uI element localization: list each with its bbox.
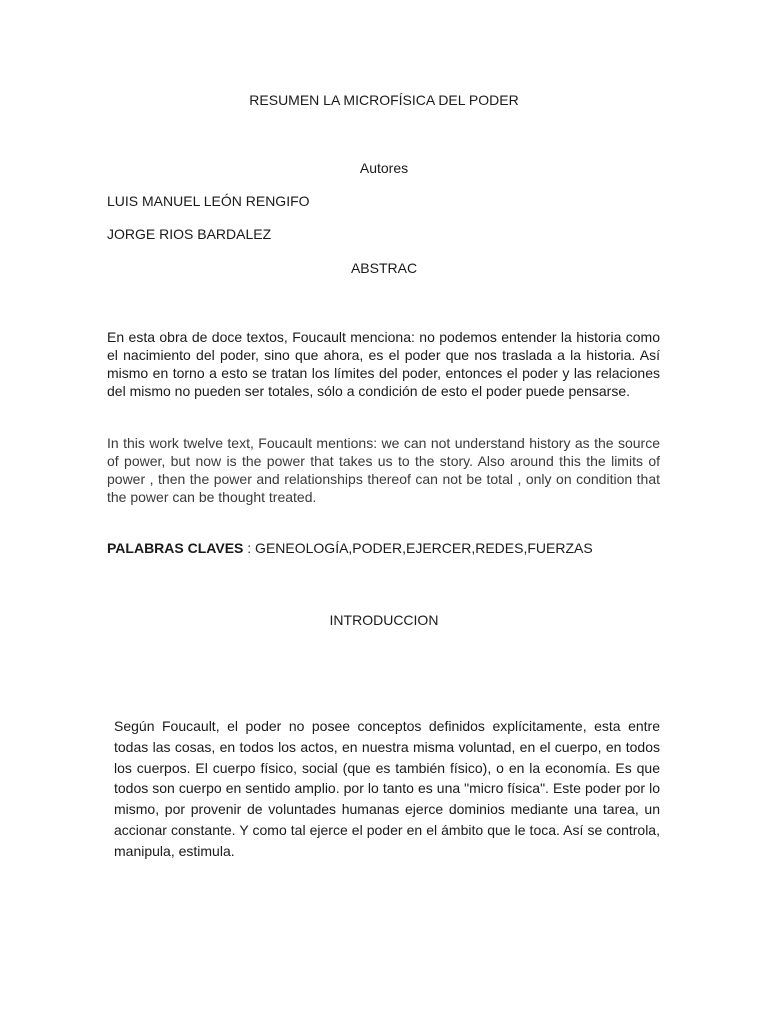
keywords-label: PALABRAS CLAVES: [107, 540, 244, 556]
author-name: JORGE RIOS BARDALEZ: [107, 226, 272, 242]
introduction-paragraph: Según Foucault, el poder no posee conceptos definidos explícitamente, esta entre todas las cosas, en todos los actos, en nuestra misma voluntad, en el cuerpo, en todos los cuerpos. El cuerpo físico, social (que es también físico), o en la economía. Es que todos son cuerpo en sentido amplio. por lo tanto es una "micro física". Este poder por lo mismo, por provenir de voluntades humanas ejerce dominios mediante una tarea, un accionar constante. Y como tal ejerce el poder en el ámbito que le toca. Así se controla, manipula, estimula.: [114, 718, 660, 859]
keywords-line: [107, 539, 660, 557]
abstract-heading: ABSTRAC: [350, 260, 418, 276]
abstract-spanish-paragraph: En esta obra de doce textos, Foucault menciona: no podemos entender la historia como el nacimiento del poder, sino que ahora, es el poder que nos traslada a la historia. Así mismo en torno a esto se tratan los límites del poder, entonces el poder y las relaciones del mismo no pueden ser totales, sólo a condición de esto el poder puede pensarse.: [107, 329, 660, 399]
authors-heading: Autores: [359, 160, 409, 176]
author-name: LUIS MANUEL LEÓN RENGIFO: [107, 193, 310, 209]
keywords-value: : GENEOLOGÍA,PODER,EJERCER,REDES,FUERZAS: [243, 540, 593, 556]
introduction-heading: INTRODUCCION: [329, 612, 439, 628]
abstract-english-paragraph: In this work twelve text, Foucault mentions: we can not understand history as the source of power, but now is the power that takes us to the story. Also around this the limits of power , then the power and relationships thereof can not be total , only on condition that the power can be thought treated.: [107, 435, 660, 505]
document-title: RESUMEN LA MICROFÍSICA DEL PODER: [249, 92, 519, 108]
